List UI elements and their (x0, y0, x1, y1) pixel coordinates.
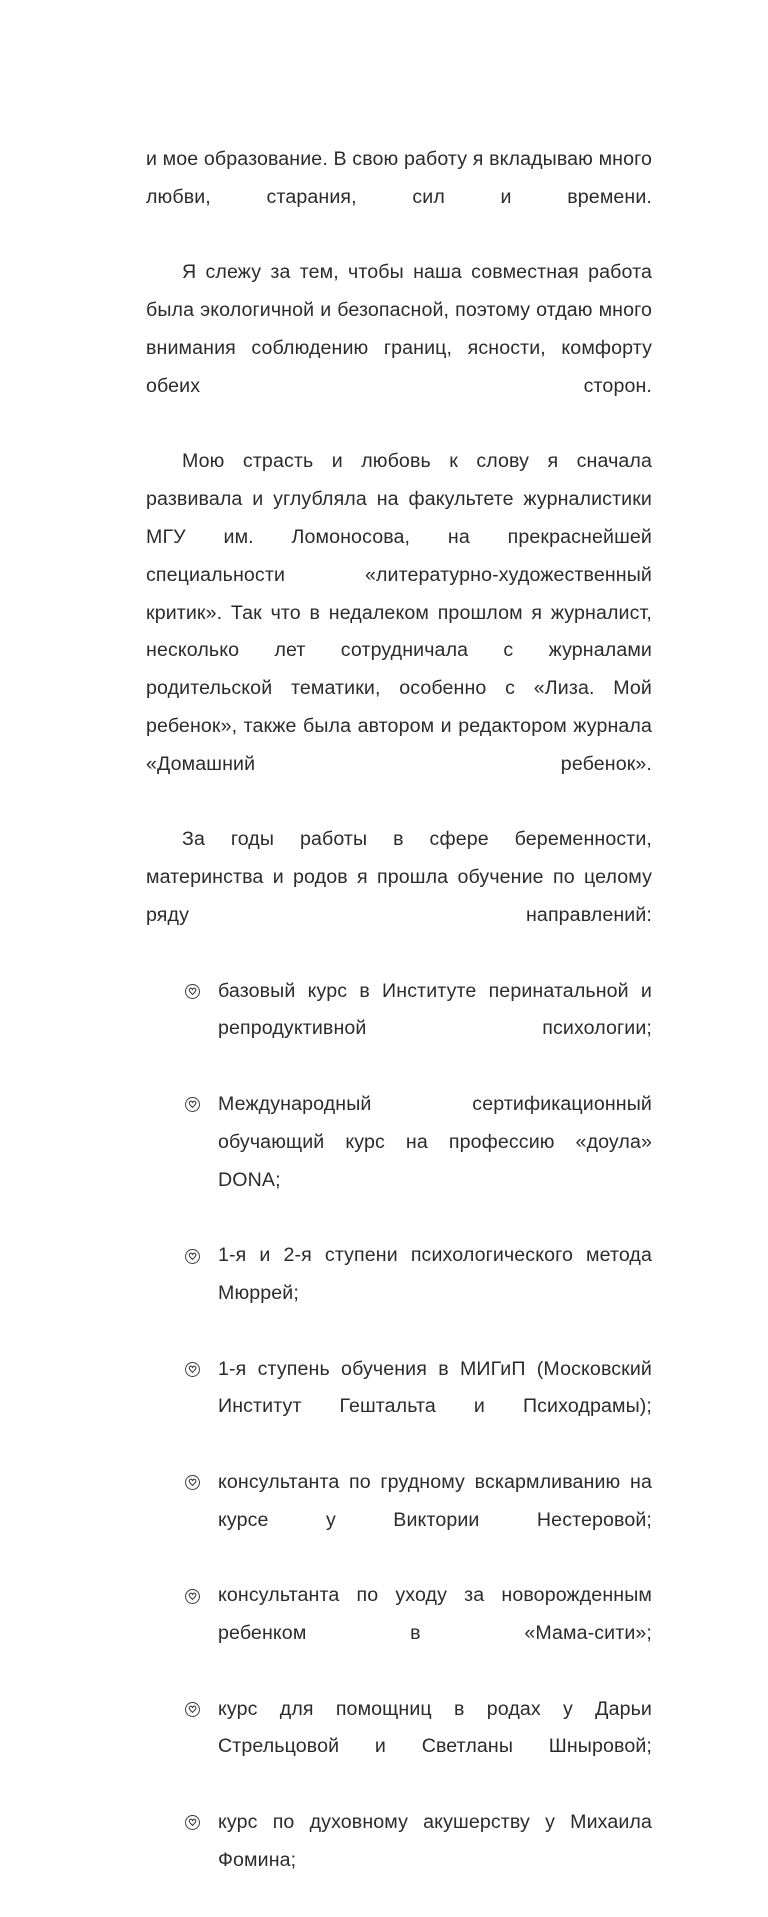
circled-heart-icon (182, 1577, 202, 1615)
list-item-label: 1-я ступень обучения в МИГиП (Московский Институт Гештальта и Психодрамы); (218, 1357, 652, 1418)
list-item (146, 1464, 652, 1577)
list-item-label: базовый курс в Институте перинатальной и репродуктивной психологии; (218, 979, 652, 1040)
list-item (146, 973, 652, 1086)
paragraph: и мое образование. В свою работу я вкладываю много любви, старания, сил и времени. (146, 148, 652, 208)
list-item (146, 1237, 652, 1350)
list-item (146, 1691, 652, 1804)
list-item-label: 1-я и 2-я ступени психологического метода Мюррей; (218, 1244, 652, 1304)
list-item (146, 1086, 652, 1237)
circled-heart-icon (182, 1237, 202, 1275)
circled-heart-icon (182, 973, 202, 1011)
paragraph: Я слежу за тем, чтобы наша совместная работа была экологичной и безопасной, поэтому отдаю много внимания соблюдению границ, ясности, комфорту обеих сторон. (146, 261, 652, 397)
list-item-label: консультанта по уходу за новорожденным ребенком в «Мама-сити»; (218, 1584, 652, 1645)
circled-heart-icon (182, 1351, 202, 1389)
list-item (146, 1577, 652, 1690)
list-item-label: консультанта по грудному вскармливанию на курсе у Виктории Нестеровой; (218, 1470, 652, 1531)
list-item (146, 1804, 652, 1917)
circled-heart-icon (182, 1804, 202, 1842)
list-item-label: курс для помощниц в родах у Дарьи Стрельцовой и Светланы Шныровой; (218, 1697, 652, 1758)
circled-heart-icon (182, 1464, 202, 1502)
list-item (146, 1351, 652, 1464)
circled-heart-icon (182, 1691, 202, 1729)
circled-heart-icon (182, 1086, 202, 1124)
paragraph: Мою страсть и любовь к слову я сначала развивала и углубляла на факультете журналистики МГУ им. Ломоносова, на прекраснейшей специальности «литературно-художественный критик». Так что в недалеком прошлом я журналист, несколько лет сотрудничала с журналами родительской тематики, особенно с «Лиза. Мой ребенок», также была автором и редактором журнала «Домашний ребенок». (146, 450, 652, 775)
page-text-block (146, 141, 652, 1917)
list-item-label: курс по духовному акушерству у Михаила Фомина; (218, 1811, 652, 1871)
paragraph: За годы работы в сфере беременности, материнства и родов я прошла обучение по целому ряду направлений: (146, 828, 652, 926)
course-list (146, 973, 652, 1917)
list-item-label: Международный сертификационный обучающий курс на профессию «доула» DONA; (218, 1092, 652, 1191)
